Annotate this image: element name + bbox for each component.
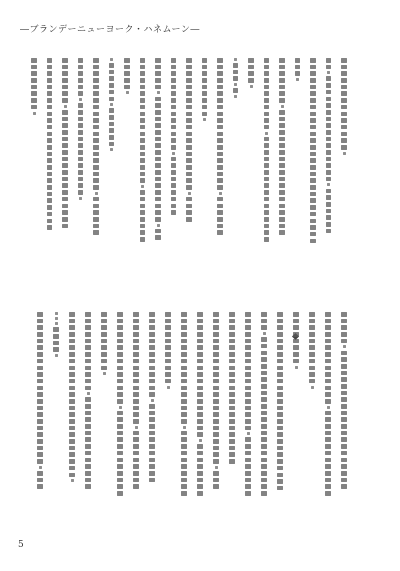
text-line xyxy=(294,58,302,294)
text-line xyxy=(92,58,100,294)
text-line xyxy=(216,58,224,294)
page-number: 5 xyxy=(18,540,24,550)
text-line xyxy=(164,312,172,540)
text-line xyxy=(52,312,60,540)
running-head: ―ブランデーニューヨーク・ハネムーン― xyxy=(20,25,200,35)
text-line xyxy=(276,312,284,540)
text-line xyxy=(139,58,147,294)
text-line xyxy=(30,58,38,294)
text-line xyxy=(123,58,131,294)
text-line xyxy=(263,58,271,294)
text-line xyxy=(340,58,348,294)
text-line xyxy=(325,58,333,294)
text-line xyxy=(68,312,76,540)
text-line xyxy=(228,312,236,540)
text-line xyxy=(148,312,156,540)
text-line xyxy=(61,58,69,294)
text-line xyxy=(77,58,85,294)
text-line xyxy=(170,58,178,294)
text-line xyxy=(292,312,300,540)
text-line xyxy=(232,58,240,294)
text-line xyxy=(116,312,124,540)
text-line xyxy=(260,312,268,540)
text-line xyxy=(212,312,220,540)
text-line xyxy=(100,312,108,540)
text-line xyxy=(84,312,92,540)
text-line xyxy=(154,58,162,294)
text-line xyxy=(201,58,209,294)
text-line xyxy=(247,58,255,294)
text-line xyxy=(308,312,316,540)
text-line xyxy=(36,312,44,540)
text-line xyxy=(278,58,286,294)
text-line xyxy=(309,58,317,294)
text-line xyxy=(132,312,140,540)
text-line xyxy=(46,58,54,294)
text-line xyxy=(180,312,188,540)
text-line xyxy=(244,312,252,540)
text-line xyxy=(196,312,204,540)
text-line xyxy=(324,312,332,540)
text-line xyxy=(185,58,193,294)
text-line xyxy=(108,58,116,294)
text-line xyxy=(340,312,348,540)
